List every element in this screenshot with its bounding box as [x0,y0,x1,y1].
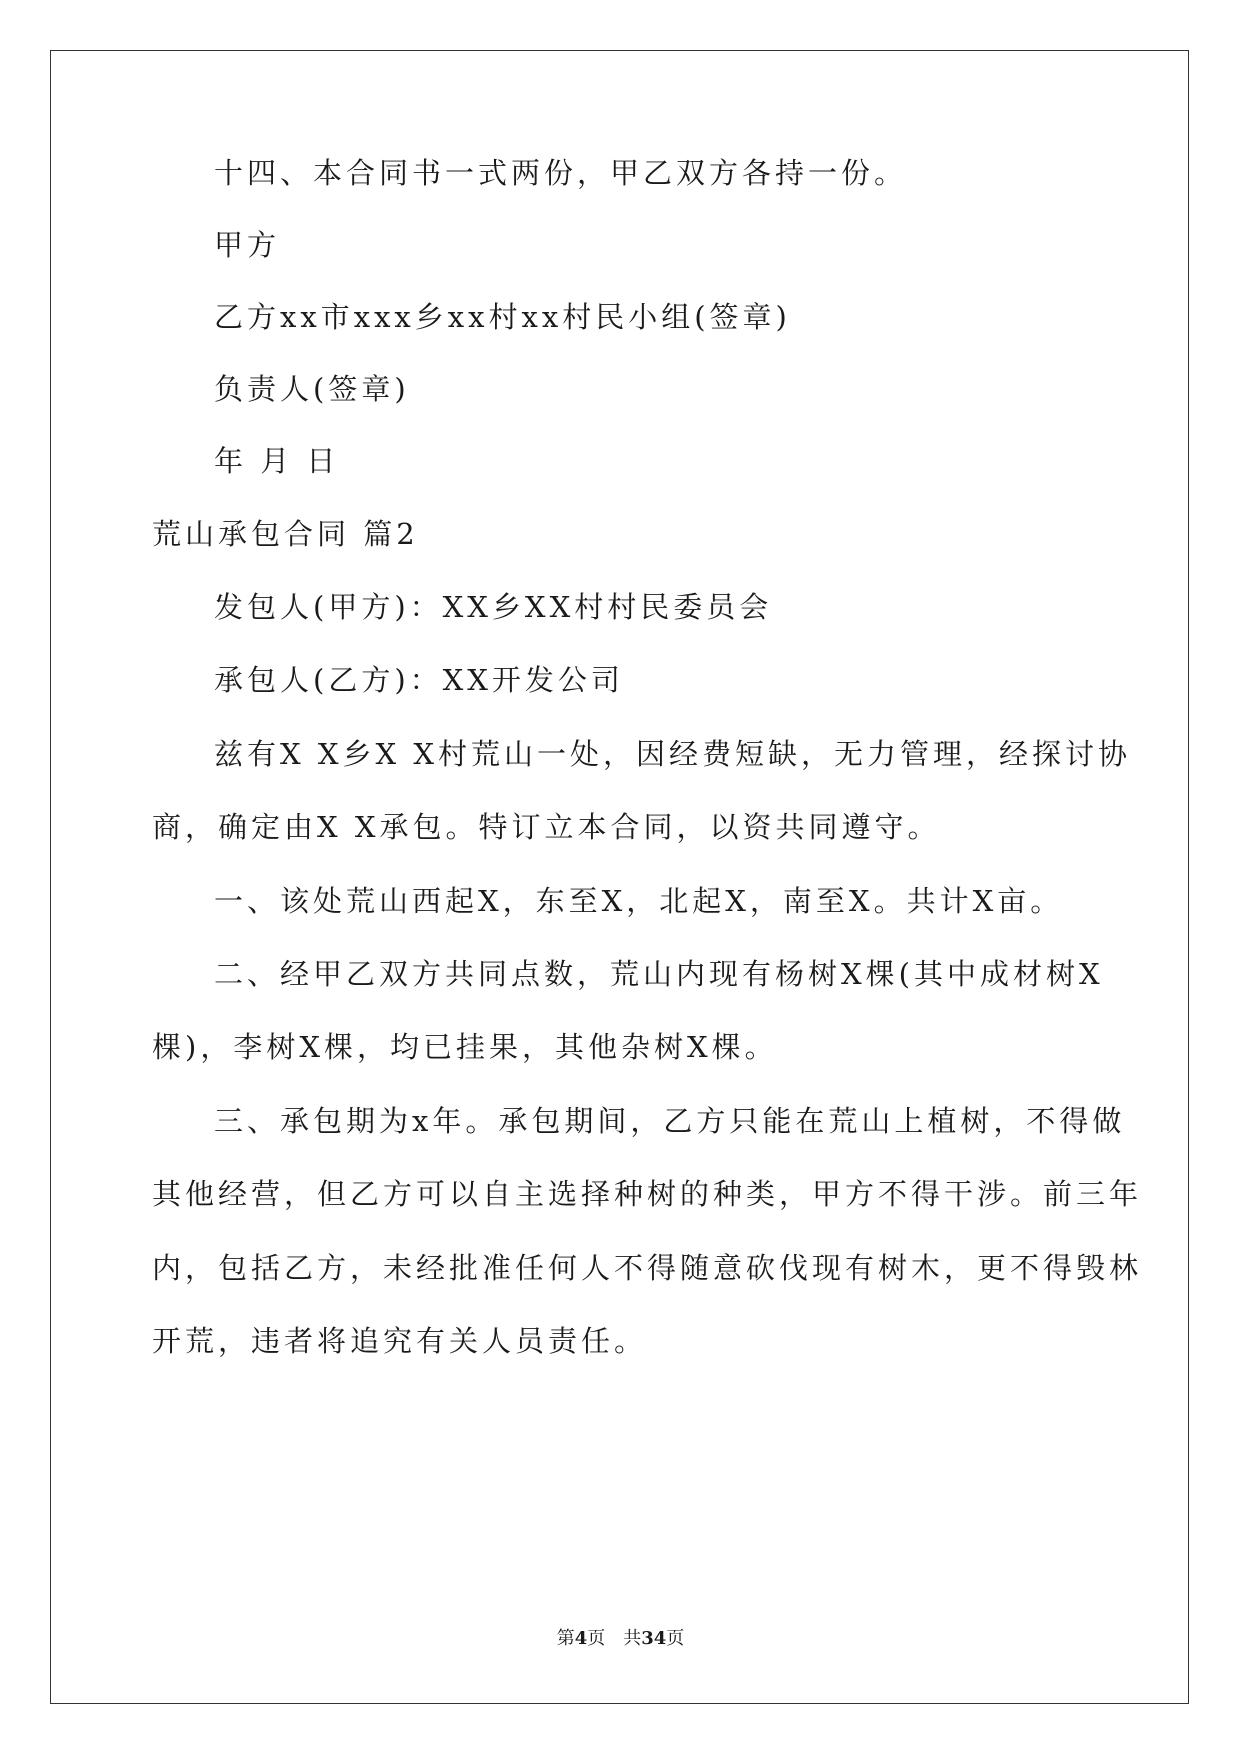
footer-prefix: 第 [556,1628,575,1649]
paragraph-line: 年 月 日 [214,444,340,478]
paragraph-line: 一、该处荒山西起X，东至X，北起X，南至X。共计X亩。 [214,884,1064,918]
paragraph-line: 乙方xx市xxx乡xx村xx村民小组(签章) [214,300,791,334]
paragraph-line: 内，包括乙方，未经批准任何人不得随意砍伐现有树木，更不得毁林 [152,1251,1143,1285]
paragraph-line: 其他经营，但乙方可以自主选择种树的种类，甲方不得干涉。前三年 [152,1177,1143,1211]
total-pages: 34 [641,1628,667,1649]
footer-total-suffix: 页 [666,1628,685,1649]
footer-page-suffix: 页 [587,1628,606,1649]
paragraph-line: 负责人(签章) [214,372,410,406]
page-number: 4 [574,1628,588,1649]
footer-total-prefix: 共 [623,1628,642,1649]
paragraph-line: 三、承包期为x年。承包期间，乙方只能在荒山上植树，不得做 [214,1104,1126,1138]
paragraph-line: 二、经甲乙双方共同点数，荒山内现有杨树X棵(其中成材树X [214,957,1104,991]
paragraph-line: 商，确定由X X承包。特订立本合同，以资共同遵守。 [152,810,941,844]
paragraph-line: 兹有X X乡X X村荒山一处，因经费短缺，无力管理，经探讨协 [214,737,1132,771]
paragraph-line: 棵)，李树X棵，均已挂果，其他杂树X棵。 [152,1030,778,1064]
page-footer [0,1624,1241,1650]
paragraph-line: 开荒，违者将追究有关人员责任。 [152,1324,648,1358]
paragraph-line: 承包人(乙方)：XX开发公司 [214,663,624,697]
paragraph-line: 十四、本合同书一式两份，甲乙双方各持一份。 [214,156,908,190]
paragraph-line: 发包人(甲方)：XX乡XX村村民委员会 [214,590,773,624]
paragraph-line: 甲方 [214,228,281,262]
section-heading: 荒山承包合同 篇2 [152,517,419,551]
